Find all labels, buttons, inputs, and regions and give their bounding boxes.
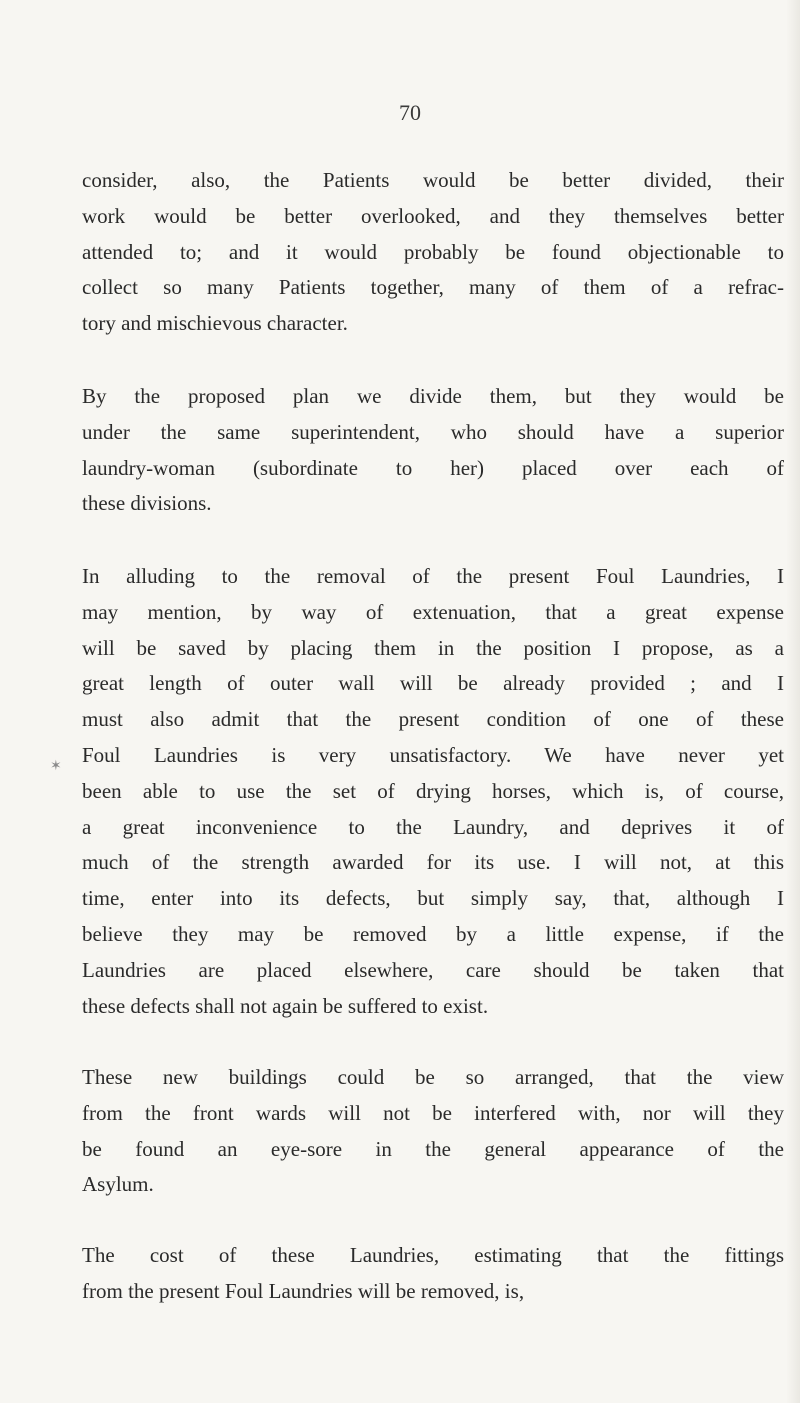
paragraph-3 bbox=[82, 559, 784, 1024]
text-line: will be saved by placing them in the position I propose, as a bbox=[82, 635, 784, 660]
page-number: 70 bbox=[399, 100, 421, 125]
text-line: By the proposed plan we divide them, but they would be bbox=[82, 384, 784, 408]
text-line: these defects shall not again be suffered to exist. bbox=[82, 993, 489, 1018]
text-line: Laundries are placed elsewhere, care should be taken that bbox=[82, 957, 784, 982]
text-line: work would be better overlooked, and they themselves better bbox=[82, 203, 784, 228]
text-line: a great inconvenience to the Laundry, and deprives it of bbox=[82, 814, 784, 839]
text-line: may mention, by way of extenuation, that a great expense bbox=[82, 599, 784, 624]
text-line: been able to use the set of drying horses, which is, of course, bbox=[82, 778, 784, 803]
page-edge-shadow bbox=[786, 0, 800, 1403]
paragraph-4 bbox=[82, 1060, 784, 1203]
text-line: These new buildings could be so arranged, that the view bbox=[82, 1065, 784, 1089]
paragraph-5 bbox=[82, 1238, 784, 1310]
text-line: collect so many Patients together, many of them of a refrac- bbox=[82, 275, 784, 300]
text-line: from the front wards will not be interfered with, nor will they bbox=[82, 1100, 784, 1125]
margin-mark: ✶ bbox=[50, 759, 62, 774]
text-line: attended to; and it would probably be found objectionable to bbox=[82, 239, 784, 264]
text-line: laundry-woman (subordinate to her) placed over each of bbox=[82, 455, 784, 480]
text-line: The cost of these Laundries, estimating that the fittings bbox=[82, 1243, 784, 1267]
text-line: In alluding to the removal of the present Foul Laundries, I bbox=[82, 564, 784, 588]
text-line: believe they may be removed by a little expense, if the bbox=[82, 921, 784, 946]
text-line: from the present Foul Laundries will be removed, is, bbox=[82, 1278, 525, 1303]
text-line: tory and mischievous character. bbox=[82, 311, 348, 336]
text-line: time, enter into its defects, but simply say, that, although I bbox=[82, 886, 784, 911]
paragraph-2 bbox=[82, 379, 784, 522]
text-line: must also admit that the present condition of one of these bbox=[82, 707, 784, 732]
text-line: under the same superintendent, who should have a superior bbox=[82, 419, 784, 444]
text-line: be found an eye-sore in the general appearance of the bbox=[82, 1136, 784, 1161]
paragraph-1 bbox=[82, 163, 784, 342]
text-line: Asylum. bbox=[82, 1172, 154, 1197]
text-line: these divisions. bbox=[82, 491, 212, 516]
text-line: Foul Laundries is very unsatisfactory. We have never yet bbox=[82, 742, 784, 767]
text-line: great length of outer wall will be already provided ; and I bbox=[82, 671, 784, 696]
text-line: much of the strength awarded for its use. I will not, at this bbox=[82, 850, 784, 875]
text-line: consider, also, the Patients would be better divided, their bbox=[82, 168, 784, 192]
